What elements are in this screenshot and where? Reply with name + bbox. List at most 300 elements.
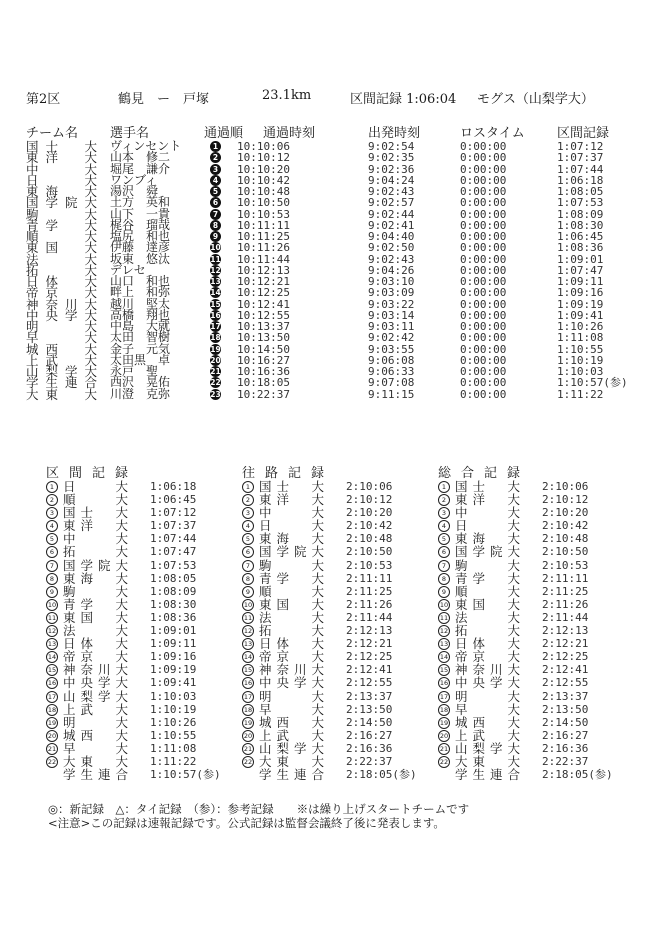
list-item bbox=[438, 676, 628, 689]
record-time: 2:11:26 bbox=[542, 597, 589, 611]
loss-time: 0:00:00 bbox=[460, 252, 507, 266]
start-time: 9:04:26 bbox=[368, 263, 415, 277]
team-name: 神奈川大 bbox=[63, 662, 134, 678]
rank-circle: 9 bbox=[242, 586, 254, 598]
start-time: 9:02:42 bbox=[368, 331, 415, 345]
pass-time: 10:12:41 bbox=[237, 297, 290, 311]
record-time: 2:12:55 bbox=[346, 676, 393, 690]
pass-order-badge: 2 bbox=[210, 152, 221, 163]
start-time: 9:03:14 bbox=[368, 308, 415, 322]
pass-time: 10:16:36 bbox=[237, 365, 290, 378]
record-time: 2:11:25 bbox=[542, 584, 589, 598]
loss-time: 0:00:00 bbox=[460, 286, 507, 300]
list-title: 区間記録 bbox=[46, 466, 139, 481]
record-time: 2:16:27 bbox=[542, 728, 589, 742]
team-name: 学生連合 bbox=[26, 375, 105, 391]
loss-time: 0:00:00 bbox=[460, 173, 507, 187]
team-name: 拓 大 bbox=[455, 623, 526, 639]
route: 鶴見 ー 戸塚 bbox=[118, 92, 210, 107]
record-time: 1:08:36 bbox=[150, 610, 197, 624]
list-item bbox=[438, 559, 628, 572]
pass-time: 10:22:37 bbox=[237, 387, 290, 401]
split-time: 1:10:55 bbox=[557, 342, 604, 356]
loss-time: 0:00:00 bbox=[460, 196, 507, 210]
section-record: 区間記録 1:06:04 bbox=[350, 92, 457, 107]
ranking-list bbox=[242, 480, 432, 781]
pass-time: 10:11:25 bbox=[237, 230, 290, 243]
list-item bbox=[46, 716, 236, 729]
rank-circle: 13 bbox=[439, 640, 449, 649]
split-time: 1:08:05 bbox=[557, 185, 604, 198]
team-name: 東洋 大 bbox=[259, 492, 330, 508]
rank-circle: 12 bbox=[439, 627, 449, 636]
start-time: 9:02:36 bbox=[368, 162, 415, 176]
player-name: 太田 智樹 bbox=[110, 330, 171, 345]
pass-order-badge: 22 bbox=[210, 378, 221, 388]
rank-circle: 2 bbox=[46, 494, 58, 506]
record-time: 2:16:36 bbox=[542, 741, 589, 755]
team-name: 城西 大 bbox=[63, 727, 134, 743]
record-time: 1:09:01 bbox=[150, 624, 197, 638]
loss-time: 0:00:00 bbox=[460, 365, 507, 378]
rank-circle: 8 bbox=[438, 573, 450, 585]
list-item bbox=[438, 742, 628, 755]
list-item bbox=[46, 676, 236, 689]
team-name: 帝京 大 bbox=[63, 649, 134, 665]
pass-time: 10:16:27 bbox=[237, 353, 290, 367]
record-time: 1:11:22 bbox=[150, 754, 197, 768]
pass-order-badge: 1 bbox=[210, 141, 221, 152]
record-time: 1:06:18 bbox=[150, 480, 197, 493]
list-item bbox=[438, 690, 628, 703]
pass-time: 10:10:06 bbox=[237, 140, 290, 153]
record-time: 1:07:53 bbox=[150, 558, 197, 572]
team-name: 学生連合 bbox=[259, 767, 330, 783]
team-name: 上武 大 bbox=[455, 727, 526, 743]
start-time: 9:03:55 bbox=[368, 342, 415, 356]
loss-time: 0:00:00 bbox=[460, 376, 507, 390]
pass-time: 10:13:50 bbox=[237, 331, 290, 345]
rank-circle: 22 bbox=[439, 757, 449, 766]
rank-circle: 19 bbox=[243, 718, 253, 727]
team-name: 東洋 大 bbox=[455, 492, 526, 508]
split-time: 1:06:45 bbox=[557, 230, 604, 243]
team-name: 上武 大 bbox=[26, 352, 105, 368]
list-item bbox=[242, 585, 432, 598]
rank-circle: 14 bbox=[47, 653, 57, 662]
record-time: 2:13:50 bbox=[346, 702, 393, 716]
pass-time: 10:10:53 bbox=[237, 207, 290, 221]
col-split: 区間記録 bbox=[557, 126, 610, 141]
team-name: 明 大 bbox=[259, 688, 330, 704]
team-name: 法 大 bbox=[259, 609, 330, 625]
pass-time: 10:11:11 bbox=[237, 218, 290, 232]
team-name: 早 大 bbox=[455, 701, 526, 717]
loss-time: 0:00:00 bbox=[460, 331, 507, 345]
team-name: 東海 大 bbox=[259, 531, 330, 547]
pass-order-badge: 9 bbox=[210, 231, 221, 242]
start-time: 9:02:57 bbox=[368, 196, 415, 210]
record-time: 1:08:05 bbox=[150, 571, 197, 585]
rank-circle: 3 bbox=[46, 507, 58, 519]
team-name: 中 大 bbox=[26, 161, 105, 177]
player-name: 金子 元気 bbox=[110, 341, 171, 356]
pass-order-badge: 20 bbox=[210, 355, 221, 365]
record-time: 2:11:11 bbox=[542, 571, 589, 585]
list-item bbox=[242, 545, 432, 558]
loss-time: 0:00:00 bbox=[460, 218, 507, 232]
list-item bbox=[46, 585, 236, 598]
start-time: 9:03:09 bbox=[368, 286, 415, 300]
pass-order-badge: 18 bbox=[210, 333, 221, 343]
team-name: 青学 大 bbox=[26, 217, 105, 233]
player-name: 高橋 翔也 bbox=[110, 307, 171, 322]
list-item bbox=[438, 598, 628, 611]
record-time: 2:11:25 bbox=[346, 584, 393, 598]
record-time: 2:10:06 bbox=[542, 480, 589, 493]
team-name: 学生連合 bbox=[455, 767, 526, 783]
team-name: 神奈川大 bbox=[259, 662, 330, 678]
loss-time: 0:00:00 bbox=[460, 230, 507, 243]
team-name: 中央学大 bbox=[259, 675, 330, 691]
split-time: 1:08:30 bbox=[557, 218, 604, 232]
record-time: 2:10:53 bbox=[542, 558, 589, 572]
record-time: 2:10:42 bbox=[346, 519, 393, 533]
rank-circle: 13 bbox=[47, 640, 57, 649]
list-item bbox=[242, 559, 432, 572]
pass-order-badge: 4 bbox=[210, 175, 221, 186]
split-time: 1:09:41 bbox=[557, 308, 604, 322]
team-name: 国士 大 bbox=[259, 479, 330, 494]
start-time: 9:02:50 bbox=[368, 241, 415, 255]
rank-circle: 18 bbox=[243, 705, 253, 714]
pass-order-badge: 8 bbox=[210, 220, 221, 231]
record-time: 1:09:19 bbox=[150, 663, 197, 677]
rank-circle: 6 bbox=[242, 546, 254, 558]
list-item bbox=[438, 585, 628, 598]
loss-time: 0:00:00 bbox=[460, 297, 507, 311]
pass-order-badge: 12 bbox=[210, 265, 221, 275]
player-name: 土方 英和 bbox=[110, 195, 171, 210]
rank-circle: 10 bbox=[439, 600, 449, 609]
player-name: 太田黒 卓 bbox=[110, 352, 171, 367]
record-time: 2:18:05(参) bbox=[542, 768, 613, 782]
record-time: 2:12:41 bbox=[346, 663, 393, 677]
team-name: 日体 大 bbox=[63, 636, 134, 652]
rank-circle: 5 bbox=[438, 533, 450, 545]
rank-circle: 7 bbox=[46, 560, 58, 572]
rank-circle: 18 bbox=[439, 705, 449, 714]
record-time: 2:10:50 bbox=[542, 545, 589, 559]
record-time: 2:22:37 bbox=[542, 754, 589, 768]
distance: 23.1km bbox=[262, 88, 312, 103]
section-number: 第2区 bbox=[26, 92, 61, 107]
rank-circle: 17 bbox=[47, 692, 57, 701]
rank-circle: 21 bbox=[243, 744, 253, 753]
team-name: 青学 大 bbox=[63, 596, 134, 612]
rank-circle: 11 bbox=[47, 613, 57, 622]
start-time: 9:02:44 bbox=[368, 207, 415, 221]
pass-order-badge: 15 bbox=[210, 299, 221, 309]
loss-time: 0:00:00 bbox=[460, 387, 507, 401]
record-holder: モグス（山梨学大） bbox=[477, 92, 594, 107]
team-name: 明 大 bbox=[63, 714, 134, 730]
loss-time: 0:00:00 bbox=[460, 308, 507, 322]
team-name: 上武 大 bbox=[259, 727, 330, 743]
split-time: 1:09:01 bbox=[557, 252, 604, 266]
split-time: 1:07:44 bbox=[557, 162, 604, 176]
list-item bbox=[242, 703, 432, 716]
record-time: 2:12:41 bbox=[542, 663, 589, 677]
rank-circle: 7 bbox=[438, 560, 450, 572]
ranking-list bbox=[46, 480, 236, 781]
list-title: 総合記録 bbox=[438, 466, 531, 481]
team-name: 早 大 bbox=[259, 701, 330, 717]
record-time: 2:16:27 bbox=[346, 728, 393, 742]
record-time: 2:13:50 bbox=[542, 702, 589, 716]
record-time: 1:06:45 bbox=[150, 493, 197, 507]
pass-order-badge: 19 bbox=[210, 344, 221, 354]
player-name: デレセ bbox=[110, 262, 146, 277]
record-time: 1:08:30 bbox=[150, 597, 197, 611]
player-name: 畔上 和弥 bbox=[110, 285, 171, 300]
team-name: 山梨学大 bbox=[455, 740, 526, 756]
pass-time: 10:18:05 bbox=[237, 376, 290, 390]
record-time: 1:07:47 bbox=[150, 545, 197, 559]
team-name: 青学 大 bbox=[259, 570, 330, 586]
team-name: 大東 大 bbox=[26, 386, 105, 402]
team-name: 東国 大 bbox=[455, 596, 526, 612]
rank-circle: 10 bbox=[243, 600, 253, 609]
pass-time: 10:12:55 bbox=[237, 308, 290, 322]
team-name: 拓 大 bbox=[63, 544, 134, 560]
split-time: 1:09:11 bbox=[557, 275, 604, 288]
team-name: 神奈川大 bbox=[455, 662, 526, 678]
record-time: 2:10:12 bbox=[346, 493, 393, 507]
rank-circle: 15 bbox=[243, 666, 253, 675]
rank-circle: 2 bbox=[242, 494, 254, 506]
team-name: 中 大 bbox=[455, 505, 526, 521]
start-time: 9:02:41 bbox=[368, 218, 415, 232]
rank-circle: 3 bbox=[438, 507, 450, 519]
player-name: 梶谷 瑠哉 bbox=[110, 217, 171, 232]
col-pass-time: 通過時刻 bbox=[263, 126, 316, 141]
split-time: 1:06:18 bbox=[557, 173, 604, 187]
team-name: 国士 大 bbox=[26, 139, 105, 154]
record-time: 1:09:16 bbox=[150, 650, 197, 664]
record-time: 1:08:09 bbox=[150, 584, 197, 598]
split-time: 1:08:36 bbox=[557, 241, 604, 255]
team-name: 明 大 bbox=[455, 688, 526, 704]
rank-circle: 22 bbox=[47, 757, 57, 766]
team-name: 中央学大 bbox=[26, 307, 105, 323]
team-name: 駒 大 bbox=[455, 557, 526, 573]
table-row bbox=[0, 386, 660, 402]
rank-circle: 4 bbox=[242, 520, 254, 532]
rank-circle: 20 bbox=[243, 731, 253, 740]
team-name: 東洋 大 bbox=[26, 150, 105, 166]
rank-circle: 1 bbox=[46, 481, 58, 493]
list-item bbox=[438, 703, 628, 716]
pass-time: 10:10:20 bbox=[237, 162, 290, 176]
pass-order-badge: 6 bbox=[210, 197, 221, 208]
pass-order-badge: 14 bbox=[210, 288, 221, 298]
start-time: 9:02:54 bbox=[368, 140, 415, 153]
record-time: 2:10:42 bbox=[542, 519, 589, 533]
start-time: 9:04:40 bbox=[368, 230, 415, 243]
team-name: 東国 大 bbox=[259, 596, 330, 612]
split-time: 1:07:37 bbox=[557, 151, 604, 165]
record-time: 2:10:53 bbox=[346, 558, 393, 572]
col-team: チーム名 bbox=[26, 126, 79, 141]
team-name: 上武 大 bbox=[63, 701, 134, 717]
team-name: 東国 大 bbox=[26, 240, 105, 256]
team-name: 法 大 bbox=[63, 623, 134, 639]
rank-circle: 19 bbox=[47, 718, 57, 727]
rank-circle: 13 bbox=[243, 640, 253, 649]
caution-note: <注意>この記録は速報記録です。公式記録は監督会議終了後に発表します。 bbox=[48, 816, 445, 830]
loss-time: 0:00:00 bbox=[460, 353, 507, 367]
team-name: 学生連合 bbox=[63, 767, 134, 783]
rank-circle: 17 bbox=[439, 692, 449, 701]
pass-order-badge: 23 bbox=[210, 389, 221, 399]
team-name: 日 大 bbox=[259, 518, 330, 534]
list-item bbox=[46, 545, 236, 558]
rank-circle: 18 bbox=[47, 705, 57, 714]
team-name: 早 大 bbox=[63, 740, 134, 756]
team-name: 順 大 bbox=[63, 492, 134, 508]
loss-time: 0:00:00 bbox=[460, 140, 507, 153]
team-name: 駒 大 bbox=[63, 583, 134, 599]
team-name: 駒 大 bbox=[26, 206, 105, 222]
loss-time: 0:00:00 bbox=[460, 185, 507, 198]
team-name: 日体 大 bbox=[26, 274, 105, 289]
loss-time: 0:00:00 bbox=[460, 342, 507, 356]
rank-circle: 5 bbox=[242, 533, 254, 545]
rank-circle: 21 bbox=[439, 744, 449, 753]
rank-circle: 16 bbox=[243, 679, 253, 688]
rank-circle: 17 bbox=[243, 692, 253, 701]
split-time: 1:07:47 bbox=[557, 263, 604, 277]
start-time: 9:06:08 bbox=[368, 353, 415, 367]
start-time: 9:02:43 bbox=[368, 185, 415, 198]
record-time: 2:10:48 bbox=[542, 532, 589, 546]
team-name: 順 大 bbox=[455, 583, 526, 599]
list-title: 往路記録 bbox=[242, 466, 335, 481]
split-time: 1:07:53 bbox=[557, 196, 604, 210]
pass-order-badge: 3 bbox=[210, 164, 221, 175]
list-item bbox=[242, 729, 432, 742]
list-item bbox=[438, 768, 628, 781]
split-time: 1:10:26 bbox=[557, 320, 604, 333]
list-item bbox=[242, 676, 432, 689]
pass-time: 10:10:12 bbox=[237, 151, 290, 165]
team-name: 大東 大 bbox=[63, 753, 134, 769]
pass-order-badge: 13 bbox=[210, 277, 221, 286]
list-item bbox=[438, 572, 628, 585]
legend-note: ◎：新記録 △：タイ記録 （参）：参考記録 ※は繰り上げスタートチームです bbox=[48, 802, 470, 816]
team-name: 帝京 大 bbox=[455, 649, 526, 665]
rank-circle: 10 bbox=[47, 600, 57, 609]
team-name: 拓 大 bbox=[259, 623, 330, 639]
player-name: 湯沢 舜 bbox=[110, 184, 159, 198]
record-time: 2:11:44 bbox=[542, 610, 589, 624]
record-time: 2:14:50 bbox=[542, 715, 589, 729]
pass-time: 10:10:50 bbox=[237, 196, 290, 210]
list-item bbox=[46, 572, 236, 585]
pass-time: 10:10:48 bbox=[237, 185, 290, 198]
list-item bbox=[46, 729, 236, 742]
record-time: 2:11:26 bbox=[346, 597, 393, 611]
record-time: 1:09:11 bbox=[150, 637, 197, 651]
team-name: 駒 大 bbox=[259, 557, 330, 573]
col-start-time: 出発時刻 bbox=[368, 126, 421, 141]
split-time: 1:08:09 bbox=[557, 207, 604, 221]
col-player: 選手名 bbox=[110, 126, 150, 141]
player-name: 塩尻 和也 bbox=[110, 229, 171, 243]
pass-time: 10:13:37 bbox=[237, 320, 290, 333]
team-name: 法 大 bbox=[26, 251, 105, 267]
list-item bbox=[438, 716, 628, 729]
record-time: 2:10:12 bbox=[542, 493, 589, 507]
team-name: 東国 大 bbox=[63, 609, 134, 625]
team-name: 明 大 bbox=[26, 319, 105, 334]
record-time: 2:10:50 bbox=[346, 545, 393, 559]
pass-order-badge: 11 bbox=[210, 254, 221, 264]
list-item bbox=[242, 690, 432, 703]
team-name: 法 大 bbox=[455, 609, 526, 625]
rank-circle: 1 bbox=[438, 481, 450, 493]
list-item bbox=[242, 742, 432, 755]
player-name: 山下 一貴 bbox=[110, 206, 171, 221]
team-name: 中 大 bbox=[259, 505, 330, 521]
record-time: 2:22:37 bbox=[346, 754, 393, 768]
start-time: 9:03:22 bbox=[368, 297, 415, 311]
list-item bbox=[46, 690, 236, 703]
player-name: 越川 堅太 bbox=[110, 296, 171, 311]
rank-circle: 7 bbox=[242, 560, 254, 572]
team-name: 大東 大 bbox=[455, 753, 526, 769]
record-time: 2:12:13 bbox=[542, 624, 589, 638]
pass-time: 10:14:50 bbox=[237, 342, 290, 356]
record-time: 1:07:44 bbox=[150, 532, 197, 546]
team-name: 早 大 bbox=[26, 330, 105, 346]
rank-circle: 11 bbox=[439, 613, 449, 622]
list-item bbox=[46, 598, 236, 611]
list-item bbox=[46, 742, 236, 755]
team-name: 山梨学大 bbox=[63, 688, 134, 704]
split-time: 1:10:19 bbox=[557, 353, 604, 367]
record-time: 2:10:06 bbox=[346, 480, 393, 493]
pass-time: 10:12:13 bbox=[237, 263, 290, 277]
record-time: 2:10:20 bbox=[542, 506, 589, 520]
team-name: 城西 大 bbox=[259, 714, 330, 730]
loss-time: 0:00:00 bbox=[460, 263, 507, 277]
rank-circle: 4 bbox=[438, 520, 450, 532]
list-item bbox=[438, 729, 628, 742]
pass-order-badge: 7 bbox=[210, 209, 221, 220]
team-name: 日 大 bbox=[455, 518, 526, 534]
rank-circle: 9 bbox=[438, 586, 450, 598]
team-name: 国学院大 bbox=[259, 544, 330, 560]
team-name: 国学院大 bbox=[26, 195, 105, 211]
record-time: 2:12:25 bbox=[346, 650, 393, 664]
record-time: 1:10:26 bbox=[150, 715, 197, 729]
record-time: 2:12:55 bbox=[542, 676, 589, 690]
record-time: 1:07:37 bbox=[150, 519, 197, 533]
team-name: 拓 大 bbox=[26, 262, 105, 278]
split-time: 1:10:03 bbox=[557, 365, 604, 378]
